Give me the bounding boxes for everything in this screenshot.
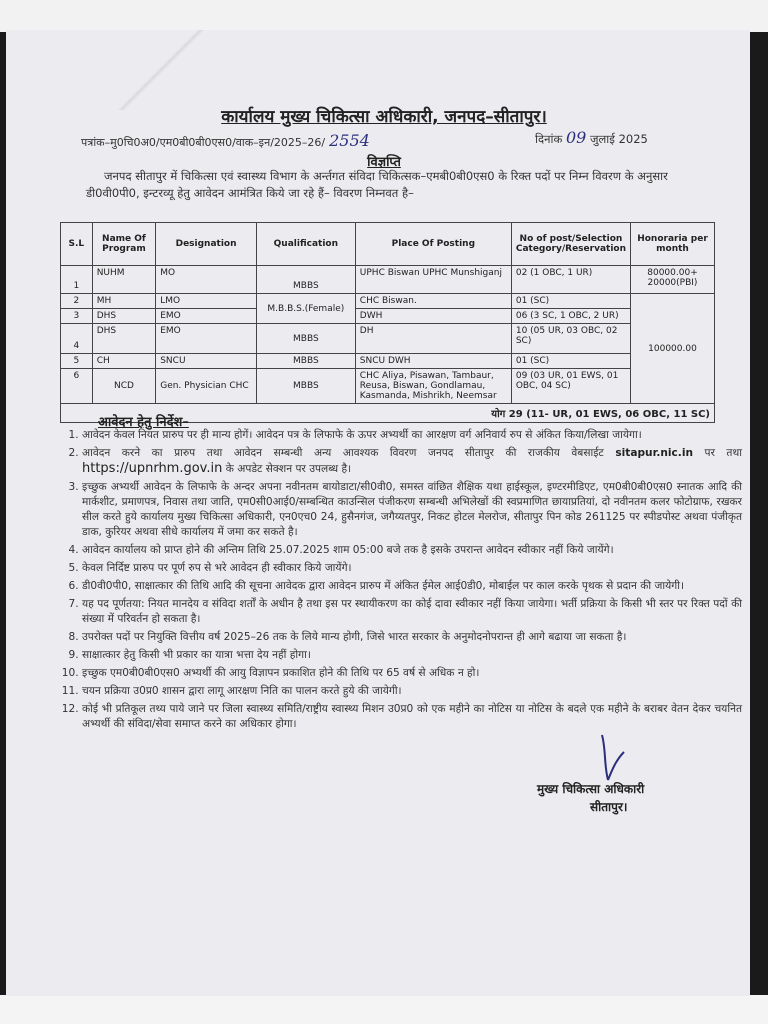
intro-paragraph: जनपद सीतापुर में चिकित्सा एवं स्वास्थ्य विभाग के अर्न्तगत संविदा चिकित्सक–एमबी0बी0एस0 के रिक्त पदों पर निम्न विवरण के अनुसार डी0वी0पी0, इन्टरव्यू हेतु आवेदन आमंत्रित किये जा रहे हैं– विवरण निम्नवत है–: [86, 169, 668, 200]
cell-posts: 01 (SC): [511, 354, 630, 369]
website-link[interactable]: sitapur.nic.in: [615, 447, 693, 459]
nrhm-link[interactable]: https://upnrhm.gov.in: [82, 461, 223, 476]
instruction-item: 12. कोई भी प्रतिकूल तथ्य पाये जाने पर जिला स्वास्थ्य समिति/राष्ट्रीय स्वास्थ्य मिशन उ0प्र0 को एक महीने का नोटिस या नोटिस के बदले एक महीने के बराबर वेतन देकर चयनित अभ्यर्थी की संविदा/सेवा समाप्त करने का अधिकार होगा।: [82, 702, 742, 732]
instruction-item-mid: पर तथा: [704, 447, 742, 459]
cell-qualification: M.B.B.S.(Female): [256, 294, 355, 324]
instruction-item: 9. साक्षात्कार हेतु किसी भी प्रकार का यात्रा भत्ता देय नहीं होगा।: [82, 648, 742, 663]
cell-posts: 02 (1 OBC, 1 UR): [511, 266, 630, 294]
header-honoraria: Honoraria per month: [631, 223, 715, 266]
date-prefix: दिनांक: [535, 132, 563, 146]
table-row: [61, 369, 715, 404]
instruction-item: 6. डी0वी0पी0, साक्षात्कार की तिथि आदि की सूचना आवेदक द्वारा आवेदन प्रारुप में अंकित ईमेल आई0डी0, मोबाईल पर काल करके पृथक से प्रदान की जायेगी।: [82, 579, 742, 594]
cell-qualification: MBBS: [256, 369, 355, 404]
instruction-item: 7. यह पद पूर्णतया: नियत मानदेय व संविदा शर्तों के अधीन है तथा इस पर स्थायीकरण का कोई दावा स्वीकार नहीं किया जायेगा। भर्ती प्रक्रिया के किसी भी स्तर पर रिक्त पदों की संख्या में परिवर्तन हो सकता है।: [82, 597, 742, 627]
cell-posts: 01 (SC): [511, 294, 630, 309]
cell-posts: 10 (05 UR, 03 OBC, 02 SC): [511, 324, 630, 354]
total-cell: योग 29 (11- UR, 01 EWS, 06 OBC, 11 SC): [61, 404, 715, 423]
cell-designation: LMO: [156, 294, 257, 309]
table-row: [61, 324, 715, 354]
cell-honoraria: 80000.00+ 20000(PBI): [631, 266, 715, 294]
instruction-item: 11. चयन प्रक्रिया उ0प्र0 शासन द्वारा लागू आरक्षण निति का पालन करते हुये की जायेगी।: [82, 684, 742, 699]
signatory-title: मुख्य चिकित्सा अधिकारी: [537, 782, 645, 796]
office-heading: कार्यालय मुख्य चिकित्सा अधिकारी, जनपद–सीतापुर।: [221, 107, 547, 127]
cell-designation: SNCU: [156, 354, 257, 369]
cell-program: MH: [92, 294, 156, 309]
paper-fold: [101, 30, 221, 110]
cell-designation: EMO: [156, 324, 257, 354]
posts-table: [60, 222, 715, 423]
cell-honoraria: 100000.00: [631, 294, 715, 404]
cell-posts: 09 (03 UR, 01 EWS, 01 OBC, 04 SC): [511, 369, 630, 404]
header-sl: S.L: [61, 223, 93, 266]
instruction-item: 5. केवल निर्दिष्ट प्रारुप पर पूर्ण रुप से भरे आवेदन ही स्वीकार किये जायेंगे।: [82, 561, 742, 576]
cell-place: DH: [355, 324, 511, 354]
cell-place: SNCU DWH: [355, 354, 511, 369]
reference-prefix: पत्रांक–मु0चि0अ0/एम0बी0बी0एस0/वाक–इन/2025–26/: [81, 136, 326, 149]
table-row: [61, 309, 715, 324]
cell-program: NUHM: [92, 266, 156, 294]
instruction-item-tail: के अपडेट सेक्शन पर उपलब्ध है।: [225, 463, 352, 475]
cell-place: DWH: [355, 309, 511, 324]
cell-sl: 3: [61, 309, 93, 324]
cell-place: UPHC Biswan UPHC Munshiganj: [355, 266, 511, 294]
cell-program: CH: [92, 354, 156, 369]
cell-sl: 4: [61, 324, 93, 354]
instructions-title: आवेदन हेतु निर्देश–: [98, 415, 189, 430]
cell-program: DHS: [92, 309, 156, 324]
instruction-item: 3. इच्छुक अभ्यर्थी आवेदन के लिफाफे के अन्दर अपना नवीनतम बायोडाटा/सी0वी0, समस्त वांछित शैक्षिक यथा हाईस्कूल, इण्टरमीडिएट, एम0बी0बी0एस0 स्नातक आदि की मार्कशीट, प्रमाणपत्र, निवास तथा जाति, एम0सी0आई0/सम्बन्धित काउन्सिल पंजीकरण सम्बन्धी अभिलेखों की स्वप्रमाणित छायाप्रतियां, दो नवीनतम कलर फोटोग्राफ, रखकर सील करते हुये कार्यालय मुख्य चिकित्सा अधिकारी, एन0एच0 24, हुसैनगंज, जगैय्यतपुर, निकट होटल मेलरोज, सीतापुर पिन कोड 261125 पर स्पीडपोस्ट अथवा पंजीकृत डाक, कुरियर अथवा सीधे कार्यालय में जमा कर सकते है।: [82, 480, 742, 540]
table-row: [61, 266, 715, 294]
cell-qualification: MBBS: [256, 266, 355, 294]
cell-sl: 5: [61, 354, 93, 369]
cell-sl: 1: [61, 266, 93, 294]
table-header-row: [61, 223, 715, 266]
signatory-place: सीतापुर।: [590, 800, 628, 814]
cell-designation: EMO: [156, 309, 257, 324]
notice-label: विज्ञप्ति: [367, 155, 401, 170]
table-row: [61, 294, 715, 309]
cell-place: CHC Biswan.: [355, 294, 511, 309]
cell-program: NCD: [92, 369, 156, 404]
instruction-item-text: आवेदन करने का प्रारुप तथा आवेदन सम्बन्धी अन्य आवश्यक विवरण जनपद सीतापुर की राजकीय वेबसाईट: [82, 447, 604, 459]
cell-posts: 06 (3 SC, 1 OBC, 2 UR): [511, 309, 630, 324]
date-day: 09: [565, 128, 587, 147]
instructions-list: [62, 428, 742, 735]
instruction-item: 10. इच्छुक एम0बी0बी0एस0 अभ्यर्थी की आयु विज्ञापन प्रकाशित होने की तिथि पर 65 वर्ष से अधिक न हो।: [82, 666, 742, 681]
instruction-item: 1. आवेदन केवल नियत प्रारुप पर ही मान्य होगें। आवेदन पत्र के लिफाफे के ऊपर अभ्यर्थी का आरक्षण वर्ग अनिवार्य रुप से अंकित किया/लिखा जायेगा।: [82, 428, 742, 443]
header-place: Place Of Posting: [355, 223, 511, 266]
date-line: [535, 128, 648, 147]
instruction-item: 8. उपरोक्त पदों पर नियुक्ति वित्तीय वर्ष 2025–26 तक के लिये मान्य होगी, जिसे भारत सरकार के अनुमोदनोपरान्त ही आगे बढाया जा सकता है।: [82, 630, 742, 645]
cell-sl: 2: [61, 294, 93, 309]
header-posts: No of post/Selection Category/Reservation: [511, 223, 630, 266]
cell-qualification: MBBS: [256, 324, 355, 354]
header-program: Name Of Program: [92, 223, 156, 266]
date-suffix: जुलाई 2025: [589, 132, 648, 146]
reference-number: 2554: [329, 131, 370, 150]
table-row: [61, 354, 715, 369]
cell-program: DHS: [92, 324, 156, 354]
cell-qualification: MBBS: [256, 354, 355, 369]
reference-line: [81, 131, 370, 150]
header-designation: Designation: [156, 223, 257, 266]
header-qualification: Qualification: [256, 223, 355, 266]
instruction-item: 4. आवेदन कार्यालय को प्राप्त होने की अन्तिम तिथि 25.07.2025 शाम 05:00 बजे तक है इसके उपरान्त आवेदन स्वीकार नहीं किये जायेंगे।: [82, 543, 742, 558]
cell-designation: Gen. Physician CHC: [156, 369, 257, 404]
cell-designation: MO: [156, 266, 257, 294]
instruction-item: [82, 446, 742, 477]
cell-sl: 6: [61, 369, 93, 404]
cell-place: CHC Aliya, Pisawan, Tambaur, Reusa, Biswan, Gondlamau, Kasmanda, Mishrikh, Neemsar: [355, 369, 511, 404]
